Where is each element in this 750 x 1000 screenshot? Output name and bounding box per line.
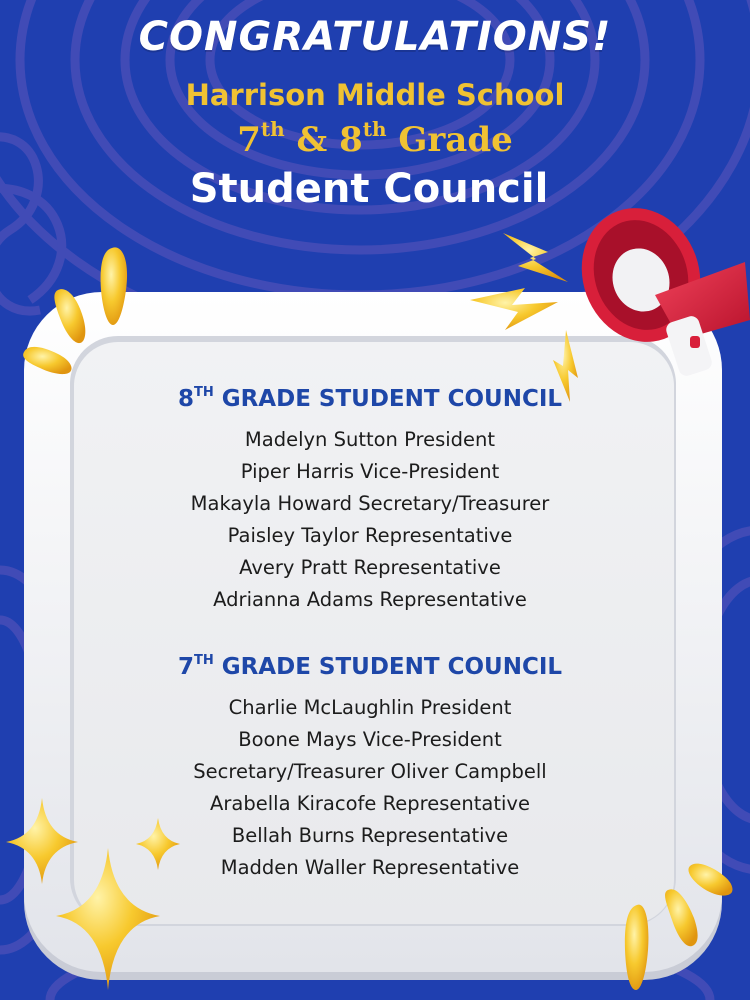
grade-joiner: & [284,120,340,160]
member-item: Charlie McLaughlin President [228,696,512,719]
lightning-bolt-icon [470,233,578,402]
member-item: Arabella Kiracofe Representative [210,792,530,815]
member-item: Secretary/Treasurer Oliver Campbell [193,760,547,783]
member-item: Avery Pratt Representative [239,556,501,579]
member-item: Piper Harris Vice-President [240,460,500,483]
megaphone-icon [563,191,750,378]
heading-suffix: TH [193,385,214,400]
member-item: Madelyn Sutton President [244,428,496,451]
member-item: Boone Mays Vice-President [238,728,502,751]
sparkle-star-icon [6,798,180,990]
grade-first-suffix: th [260,117,285,141]
grade-label: Grade [386,120,513,160]
grade-first-number: 7 [237,120,261,160]
heading-number: 8 [177,386,194,412]
burst-drop-icon [625,864,733,990]
grade-second-number: 8 [339,120,363,160]
member-item: Paisley Taylor Representative [227,524,513,547]
grade-second-suffix: th [362,117,387,141]
congratulations-title: CONGRATULATIONS! [138,14,612,60]
member-item: Madden Waller Representative [220,856,520,879]
heading-rest: GRADE STUDENT COUNCIL [213,654,563,680]
heading-number: 7 [177,654,194,680]
heading-rest: GRADE STUDENT COUNCIL [213,386,563,412]
member-item: Adrianna Adams Representative [213,588,527,611]
burst-drop-icon [23,247,127,374]
member-item: Bellah Burns Representative [231,824,509,847]
member-item: Makayla Howard Secretary/Treasurer [190,492,550,515]
school-name: Harrison Middle School [185,78,565,112]
student-council-title: Student Council [189,166,549,212]
heading-suffix: TH [193,653,214,668]
